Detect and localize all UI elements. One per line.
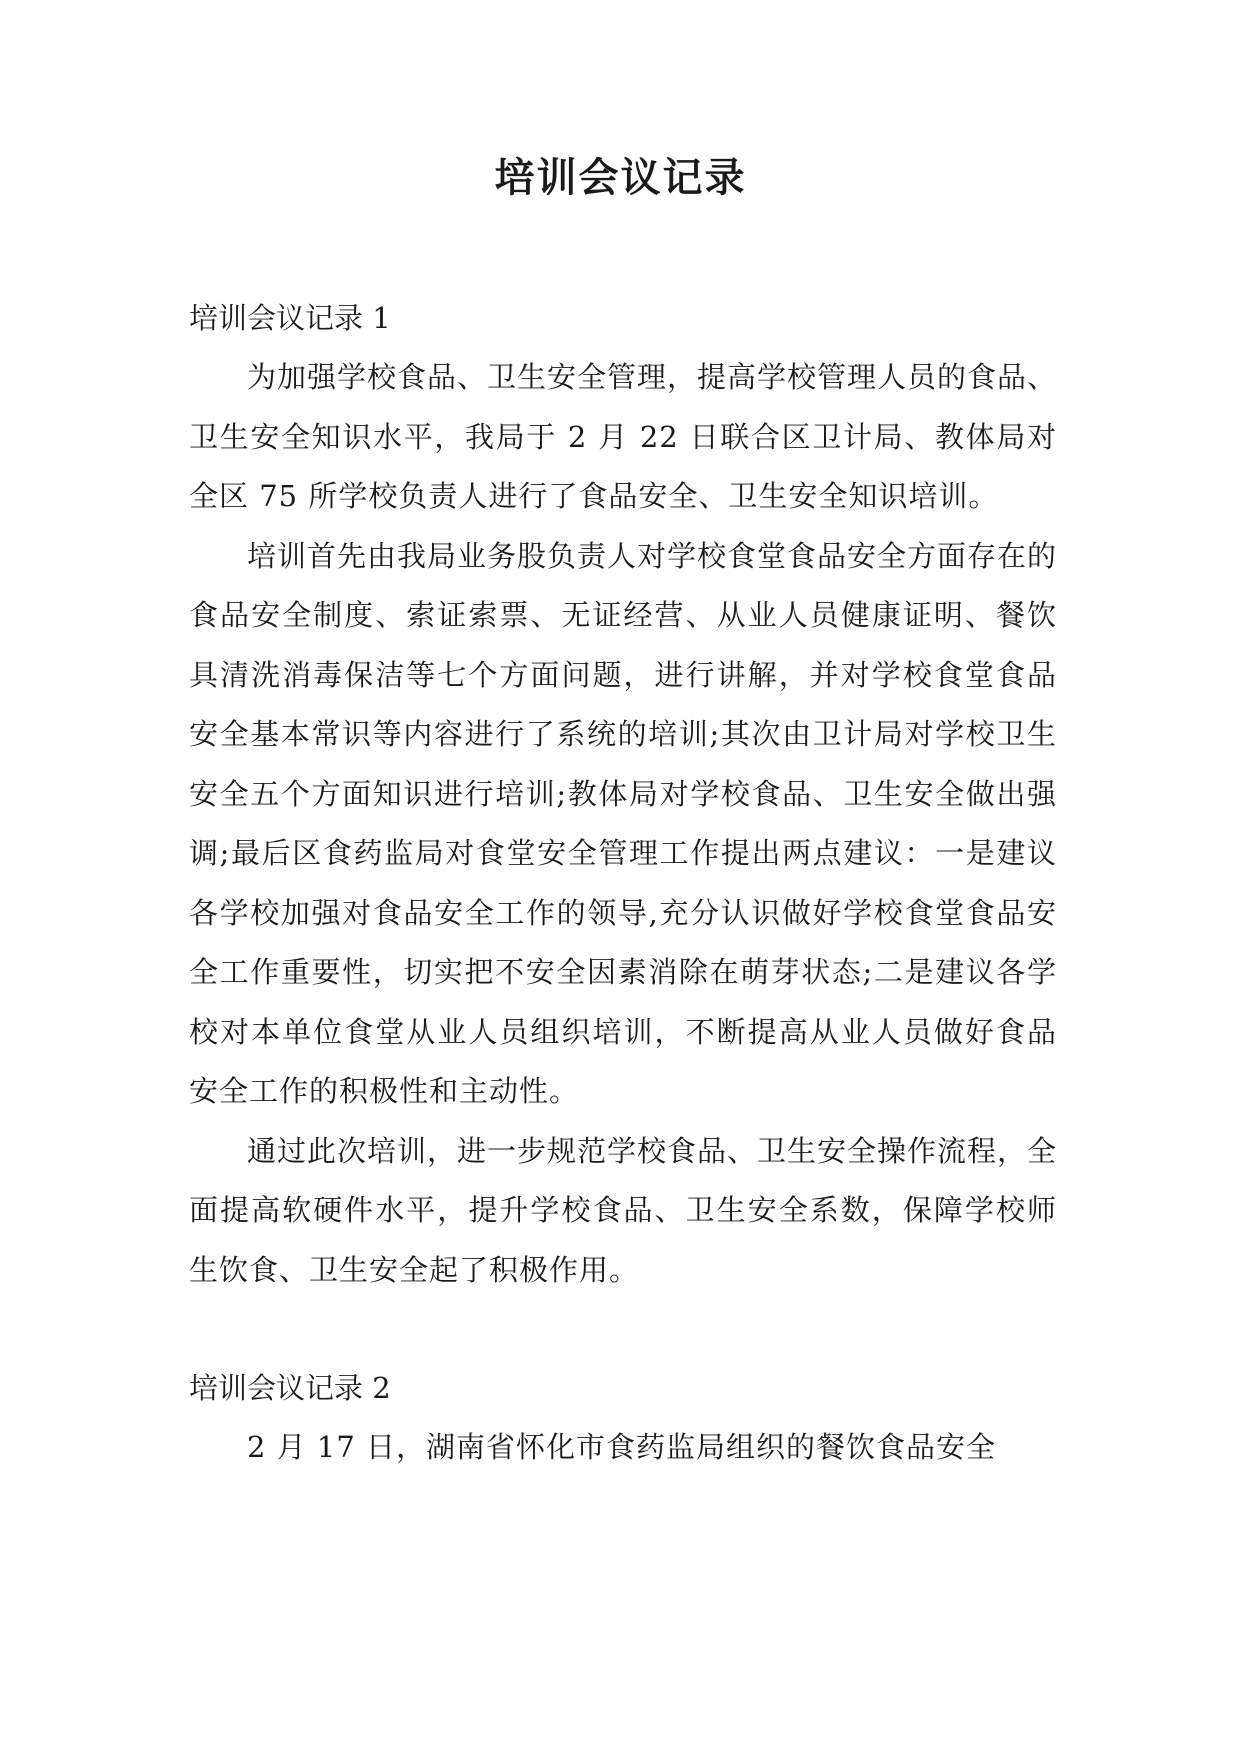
document-body	[189, 288, 1057, 1478]
section-heading: 培训会议记录 2	[189, 1371, 391, 1405]
document-title: 培训会议记录	[494, 155, 747, 201]
section-heading: 培训会议记录 1	[189, 301, 391, 335]
paragraph: 为加强学校食品、卫生安全管理，提高学校管理人员的食品、卫生安全知识水平，我局于 2 月 22 日联合区卫计局、教体局对全区 75 所学校负责人进行了食品安全、卫生安全知识培训。	[189, 360, 1058, 513]
paragraph: 培训首先由我局业务股负责人对学校食堂食品安全方面存在的食品安全制度、索证索票、无证经营、从业人员健康证明、餐饮具清洗消毒保洁等七个方面问题，进行讲解，并对学校食堂食品安全基本常识等内容进行了系统的培训;其次由卫计局对学校卫生安全五个方面知识进行培训;教体局对学校食品、卫生安全做出强调;最后区食药监局对食堂安全管理工作提出两点建议：一是建议各学校加强对食品安全工作的领导,充分认识做好学校食堂食品安全工作重要性，切实把不安全因素消除在萌芽状态;二是建议各学校对本单位食堂从业人员组织培训，不断提高从业人员做好食品安全工作的积极性和主动性。	[189, 538, 1058, 1108]
section-2	[189, 1358, 1057, 1478]
paragraph: 2 月 17 日，湖南省怀化市食药监局组织的餐饮食品安全	[247, 1430, 997, 1464]
paragraph: 通过此次培训，进一步规范学校食品、卫生安全操作流程，全面提高软硬件水平，提升学校食品、卫生安全系数，保障学校师生饮食、卫生安全起了积极作用。	[189, 1133, 1058, 1287]
section-spacer	[189, 1300, 1057, 1358]
section-1	[189, 288, 1057, 1300]
